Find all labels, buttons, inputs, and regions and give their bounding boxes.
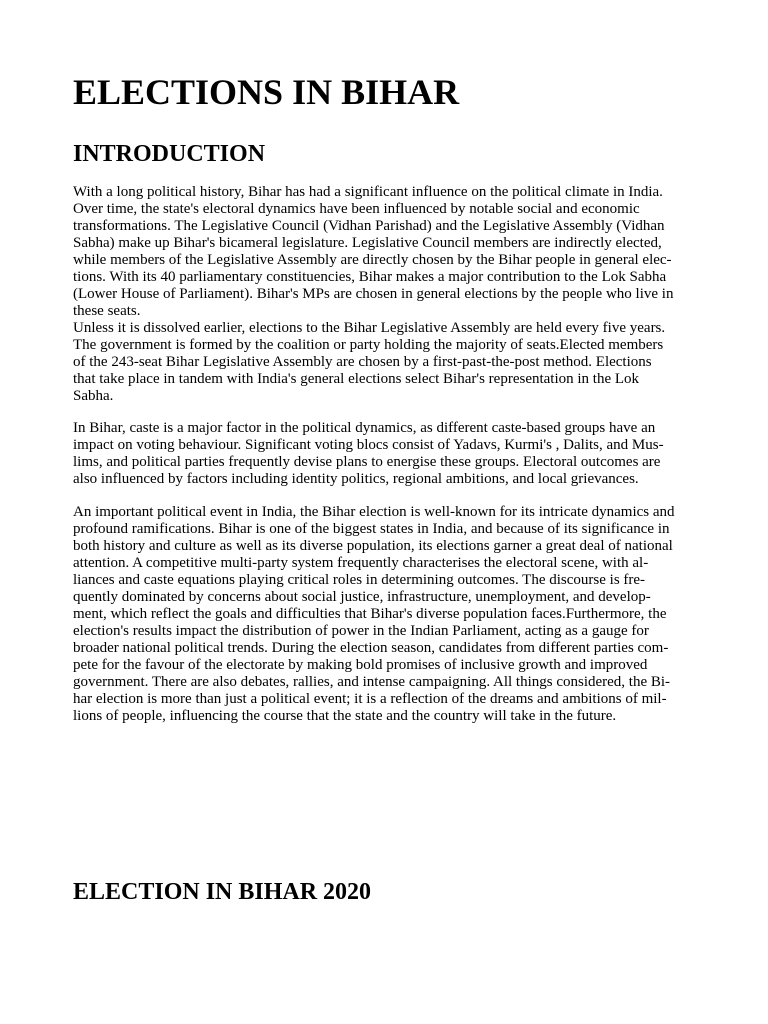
text-line: In Bihar, caste is a major factor in the political dynamics, as different caste-based groups have an bbox=[73, 420, 656, 436]
text-line: transformations. The Legislative Council (Vidhan Parishad) and the Legislative Assembly (Vidhan bbox=[73, 218, 665, 234]
text-line: An important political event in India, the Bihar election is well-known for its intricate dynamics and bbox=[73, 504, 675, 520]
text-line: With a long political history, Bihar has had a significant influence on the political climate in India. bbox=[73, 184, 663, 200]
document-title: ELECTIONS IN BIHAR bbox=[73, 72, 460, 112]
text-line: government. There are also debates, rallies, and intense campaigning. All things considered, the Bi- bbox=[73, 674, 671, 690]
text-line: also influenced by factors including identity politics, regional ambitions, and local grievances. bbox=[73, 471, 639, 487]
text-line: profound ramifications. Bihar is one of the biggest states in India, and because of its significance in bbox=[73, 521, 670, 537]
text-line: lions of people, influencing the course that the state and the country will take in the future. bbox=[73, 708, 617, 724]
text-line: that take place in tandem with India's general elections select Bihar's representation in the Lok bbox=[73, 371, 640, 387]
text-line: Sabha. bbox=[73, 388, 114, 404]
text-line: broader national political trends. During the election season, candidates from different parties com- bbox=[73, 640, 669, 656]
text-line: tions. With its 40 parliamentary constituencies, Bihar makes a major contribution to the Lok Sabha bbox=[73, 269, 667, 285]
text-line: pete for the favour of the electorate by making bold promises of inclusive growth and improved bbox=[73, 657, 648, 673]
text-line: Over time, the state's electoral dynamics have been influenced by notable social and economic bbox=[73, 201, 640, 217]
introduction-heading: INTRODUCTION bbox=[73, 141, 266, 167]
text-line: Unless it is dissolved earlier, elections to the Bihar Legislative Assembly are held every five years. bbox=[73, 320, 666, 336]
text-line: liances and caste equations playing critical roles in determining outcomes. The discourse is fre- bbox=[73, 572, 646, 588]
text-line: Sabha) make up Bihar's bicameral legislature. Legislative Council members are indirectly elected, bbox=[73, 235, 662, 251]
text-line: election's results impact the distribution of power in the Indian Parliament, acting as a gauge for bbox=[73, 623, 649, 639]
text-line: har election is more than just a political event; it is a reflection of the dreams and ambitions of mil- bbox=[73, 691, 667, 707]
text-line: The government is formed by the coalition or party holding the majority of seats.Elected members bbox=[73, 337, 664, 353]
text-line: of the 243-seat Bihar Legislative Assembly are chosen by a first-past-the-post method. Elections bbox=[73, 354, 652, 370]
text-line: lims, and political parties frequently devise plans to energise these groups. Electoral outcomes are bbox=[73, 454, 661, 470]
election-2020-heading: ELECTION IN BIHAR 2020 bbox=[73, 879, 372, 905]
introduction-paragraph-2 bbox=[73, 420, 699, 488]
text-line: (Lower House of Parliament). Bihar's MPs are chosen in general elections by the people who live in bbox=[73, 286, 674, 302]
text-line: both history and culture as well as its diverse population, its elections garner a great deal of national bbox=[73, 538, 673, 554]
text-line: ment, which reflect the goals and difficulties that Bihar's diverse population faces.Furthermore, the bbox=[73, 606, 667, 622]
text-line: while members of the Legislative Assembly are directly chosen by the Bihar people in general elec- bbox=[73, 252, 672, 268]
text-line: quently dominated by concerns about social justice, infrastructure, unemployment, and develop- bbox=[73, 589, 651, 605]
text-line: these seats. bbox=[73, 303, 141, 319]
introduction-paragraph-1 bbox=[73, 184, 699, 405]
text-line: attention. A competitive multi-party system frequently characterises the electoral scene, with al- bbox=[73, 555, 649, 571]
introduction-paragraph-3 bbox=[73, 504, 699, 725]
text-line: impact on voting behaviour. Significant voting blocs consist of Yadavs, Kurmi's , Dalits, and Mus- bbox=[73, 437, 664, 453]
